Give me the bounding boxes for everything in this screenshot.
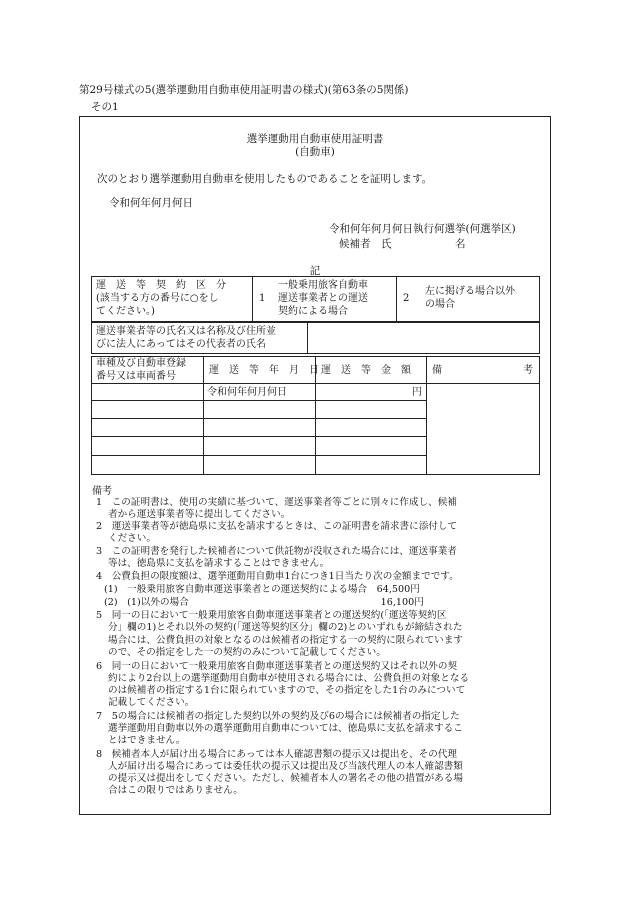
- note-line: ください。: [108, 533, 156, 544]
- contract-option-1-label: 一般乗用旅客自動車 運送事業者との運送 契約による場合: [278, 280, 368, 317]
- note-line: のは候補者の指定する1台に限られていますので、その指定をした1台のみについて: [108, 685, 466, 696]
- note-line: ので、その指定をした一の契約のみについて記載してください。: [108, 647, 386, 658]
- note-line: 4 公費負担の限度額は、選挙運動用自動車1台につき1日当たり次の金額までです。: [96, 571, 459, 582]
- operator-label: 運送事業者等の氏名又は名称及び住所並 びに法人にあってはその代表者の氏名: [96, 326, 276, 350]
- note-line: 約により2台以上の選挙運動用自動車が使用される場合には、公費負担の対象となる: [108, 673, 470, 684]
- certificate-title: 選挙運動用自動車使用証明書: [246, 133, 384, 145]
- transport-amount-header: 運 送 等 金 額: [321, 365, 411, 376]
- contract-option-2-label: 左に掲げる場合以外 の場合: [425, 286, 515, 310]
- row1-date: 令和何年何月何日: [207, 387, 287, 398]
- certificate-subtitle: (自動車): [295, 146, 335, 158]
- row1-yen: 円: [412, 387, 422, 398]
- contract-option-1-number[interactable]: 1: [259, 293, 266, 304]
- sub-number: その1: [91, 101, 119, 113]
- note-line: 5 同一の日において一般乗用旅客自動車運送事業者との運送契約(「運送等契約区: [96, 610, 447, 621]
- note-line: 6 同一の日において一般乗用旅客自動車運送事業者との運送契約又はそれ以外の契: [96, 661, 458, 672]
- election-line: 令和何年何月何日執行何選挙(何選挙区): [329, 223, 516, 235]
- note-line: 人が届け出る場合にあっては委任状の提示又は提出及び当該代理人の本人確認書類: [108, 761, 463, 772]
- note-line: 等は、徳島県に支払を請求することはできません。: [108, 558, 330, 569]
- contract-option-2-number[interactable]: 2: [403, 293, 410, 304]
- note-line: (1) 一般乗用旅客自動車運送事業者との運送契約による場合 64,500円: [104, 584, 420, 595]
- transport-date-header: 運 送 等 年 月 日: [209, 365, 319, 376]
- candidate-name-label: 名: [455, 238, 466, 250]
- vehicle-number-header: 車種及び自動車登録 番号又は車両番号: [96, 358, 186, 382]
- note-line: の提示又は提出をしてください。ただし、候補者本人の署名その他の措置がある場: [108, 773, 463, 784]
- ki-marker: 記: [309, 265, 321, 277]
- certification-statement: 次のとおり選挙運動用自動車を使用したものであることを証明します。: [97, 173, 433, 185]
- form-number-title: 第29号様式の5(選挙運動用自動車使用証明書の様式)(第63条の5関係): [79, 84, 409, 96]
- note-line: 2 運送事業者等が徳島県に支払を請求するときは、この証明書を請求書に添付して: [96, 521, 458, 532]
- note-line: とはできません。: [108, 735, 186, 746]
- remarks-header-a: 備: [432, 365, 442, 376]
- operator-value-field[interactable]: [310, 324, 536, 352]
- note-line: 3 この証明書を発行した候補者について供託物が没収された場合には、運送事業者: [96, 546, 457, 557]
- contract-type-label: 運 送 等 契 約 区 分 (該当する方の番号に○をし てください。): [96, 280, 226, 317]
- issue-date: 令和何年何月何日: [109, 197, 193, 209]
- candidate-label: 候補者 氏: [339, 238, 392, 250]
- note-line: 分」欄の1)とそれ以外の契約(「運送等契約区分」欄の2)とのいずれもが締結された: [108, 622, 463, 633]
- note-line: 場合には、公費負担の対象となるのは候補者の指定する一の契約に限られています: [108, 635, 463, 646]
- note-line: 者から運送事業者等に提出してください。: [108, 509, 291, 520]
- note-line: (2) (1)以外の場合 16,100円: [104, 597, 424, 608]
- note-line: 合はこの限りではありません。: [108, 785, 243, 796]
- notes-heading: 備考: [92, 486, 112, 497]
- remarks-header-b: 考: [523, 365, 533, 376]
- note-line: 記載してください。: [108, 697, 195, 708]
- note-line: 選挙運動用自動車以外の選挙運動用自動車については、徳島県に支払を請求するこ: [108, 723, 463, 734]
- note-line: 8 候補者本人が届け出る場合にあっては本人確認書類の提示又は提出を、その代理: [96, 749, 457, 760]
- note-line: 7 5の場合には候補者の指定した契約以外の契約及び6の場合には候補者の指定した: [96, 711, 460, 722]
- note-line: 1 この証明書は、使用の実績に基づいて、運送事業者等ごとに別々に作成し、候補: [96, 497, 457, 508]
